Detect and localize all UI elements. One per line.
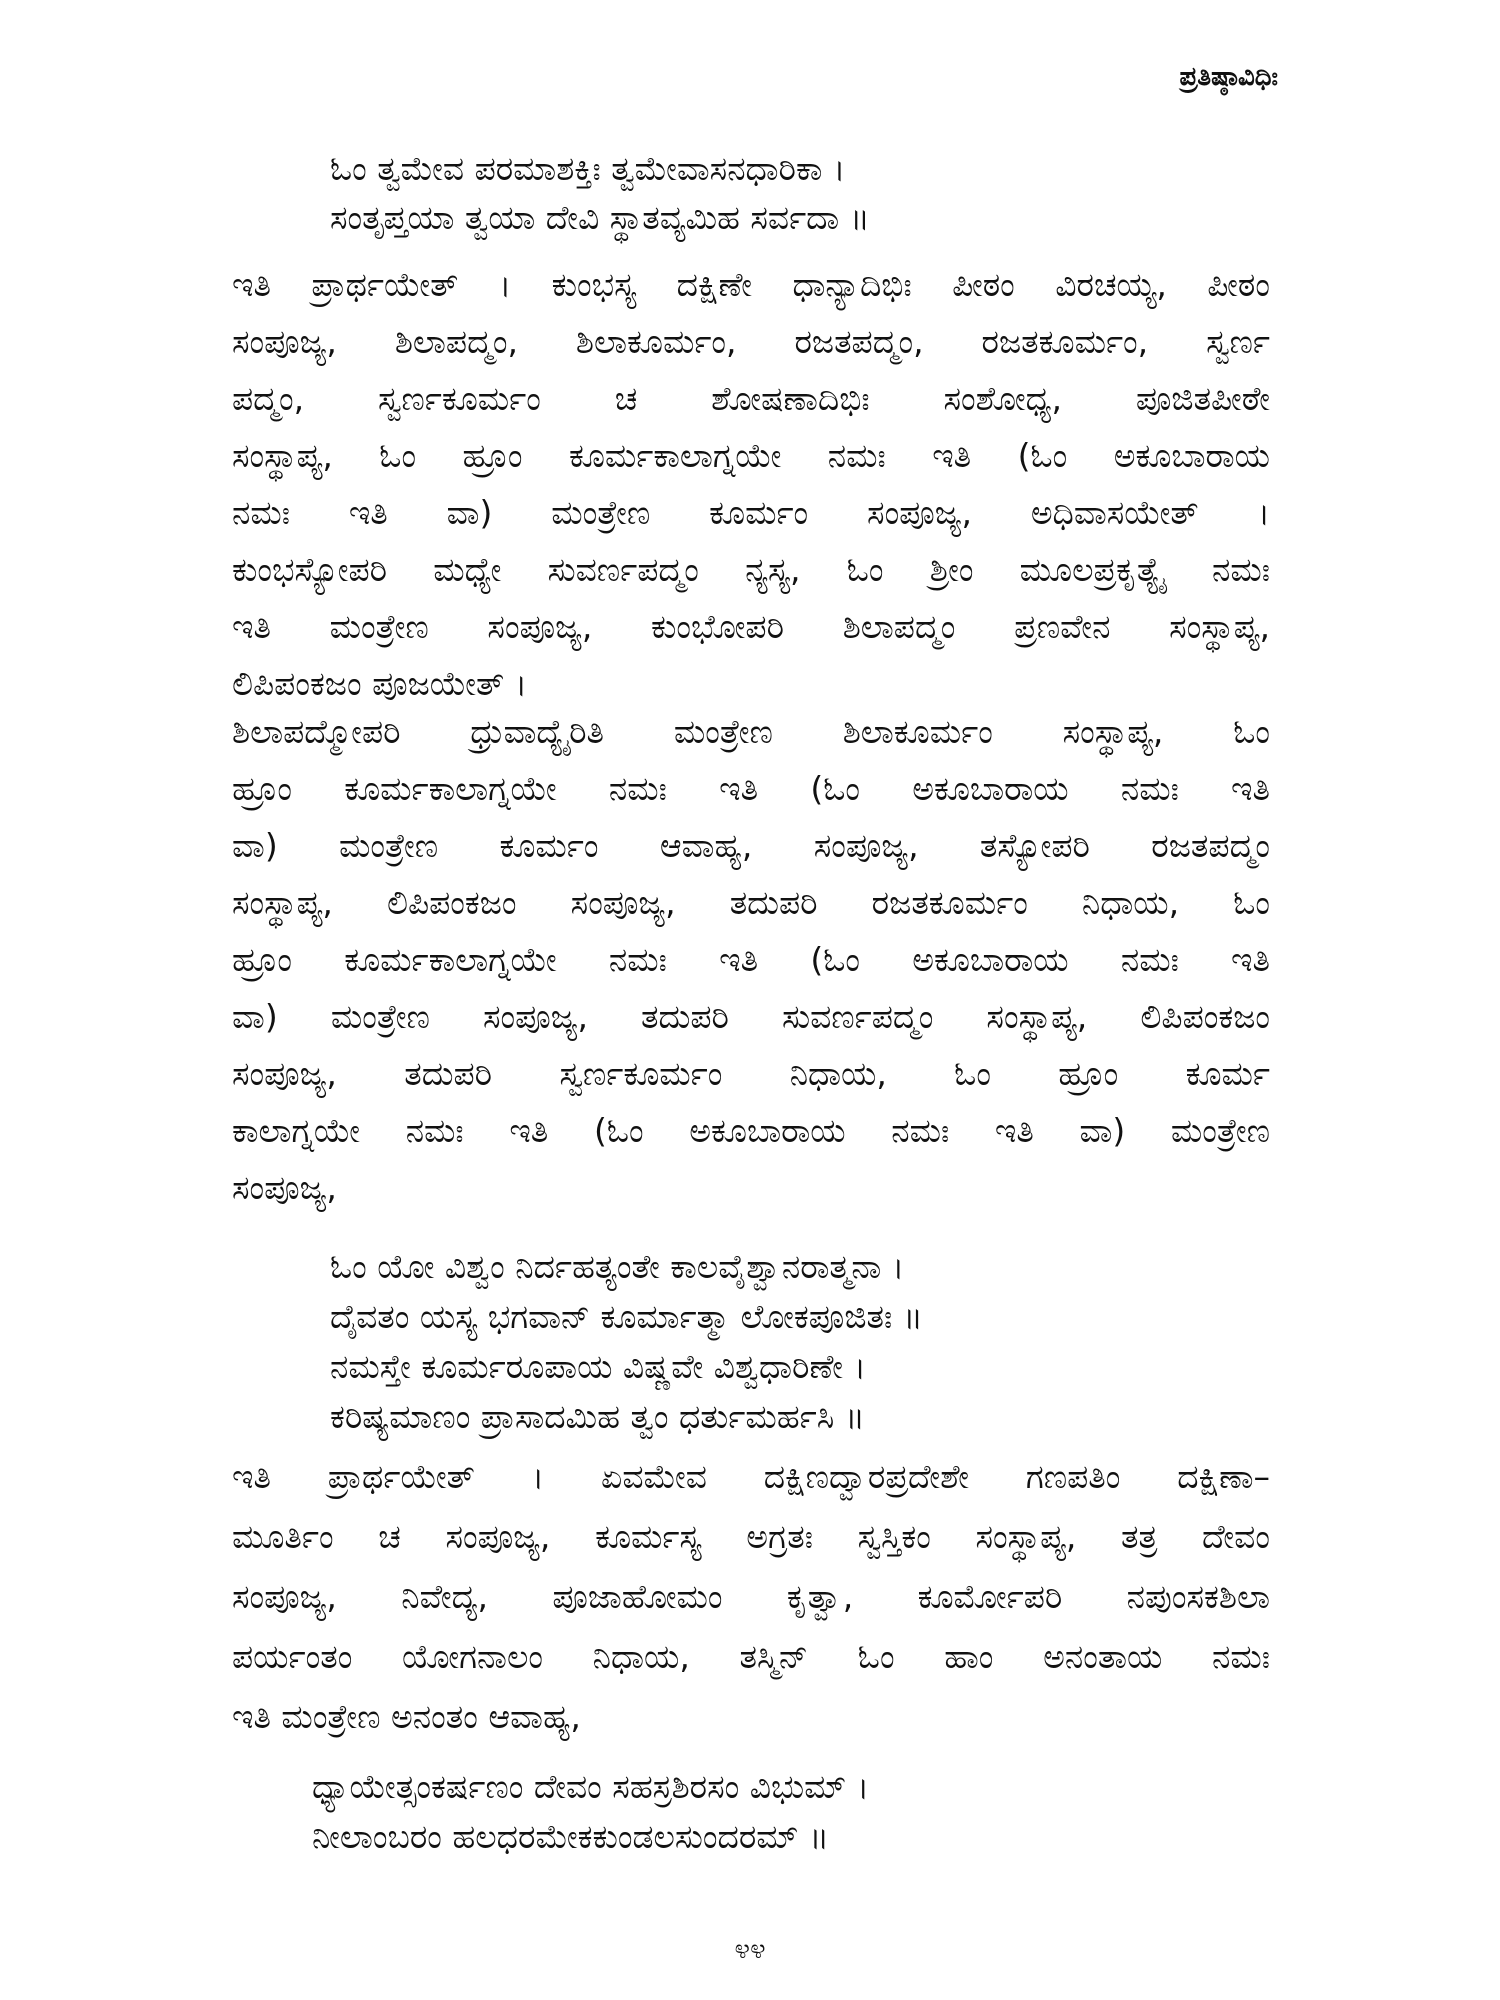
- paragraph-2-line-4: ಸಂಸ್ಥಾಪ್ಯ, ಲಿಪಿಪಂಕಜಂ ಸಂಪೂಜ್ಯ, ತದುಪರಿ ರಜತಕೂರ್ಮಂ ನಿಧಾಯ, ಓಂ: [232, 883, 1270, 922]
- paragraph-2-line-8: ಕಾಲಾಗ್ನಯೇ ನಮಃ ಇತಿ (ಓಂ ಅಕೂಬಾರಾಯ ನಮಃ ಇತಿ ವಾ) ಮಂತ್ರೇಣ: [232, 1111, 1270, 1150]
- paragraph-3-line-5: ಇತಿ ಮಂತ್ರೇಣ ಅನಂತಂ ಆವಾಹ್ಯ,: [232, 1697, 581, 1736]
- paragraph-2-line-2: ಹ್ರೂಂ ಕೂರ್ಮಕಾಲಾಗ್ನಯೇ ನಮಃ ಇತಿ (ಓಂ ಅಕೂಬಾರಾಯ ನಮಃ ಇತಿ: [232, 769, 1270, 808]
- verse-3-line-1: ಧ್ಯಾಯೇತ್ಸಂಕರ್ಷಣಂ ದೇವಂ ಸಹಸ್ರಶಿರಸಂ ವಿಭುಮ್ ।: [312, 1767, 870, 1806]
- paragraph-1-line-5: ನಮಃ ಇತಿ ವಾ) ಮಂತ್ರೇಣ ಕೂರ್ಮಂ ಸಂಪೂಜ್ಯ, ಅಧಿವಾಸಯೇತ್ ।: [232, 493, 1270, 532]
- paragraph-1-line-4: ಸಂಸ್ಥಾಪ್ಯ, ಓಂ ಹ್ರೂಂ ಕೂರ್ಮಕಾಲಾಗ್ನಯೇ ನಮಃ ಇತಿ (ಓಂ ಅಕೂಬಾರಾಯ: [232, 436, 1270, 475]
- paragraph-1-line-2: ಸಂಪೂಜ್ಯ, ಶಿಲಾಪದ್ಮಂ, ಶಿಲಾಕೂರ್ಮಂ, ರಜತಪದ್ಮಂ, ರಜತಕೂರ್ಮಂ, ಸ್ವರ್ಣ: [232, 322, 1270, 361]
- paragraph-1-line-8: ಲಿಪಿಪಂಕಜಂ ಪೂಜಯೇತ್ ।: [232, 664, 528, 703]
- paragraph-3-line-3: ಸಂಪೂಜ್ಯ, ನಿವೇದ್ಯ, ಪೂಜಾಹೋಮಂ ಕೃತ್ವಾ, ಕೂರ್ಮೋಪರಿ ನಪುಂಸಕಶಿಲಾ: [232, 1577, 1270, 1616]
- verse-2-line-4: ಕರಿಷ್ಯಮಾಣಂ ಪ್ರಾಸಾದಮಿಹ ತ್ವಂ ಧರ್ತುಮರ್ಹಸಿ ॥: [330, 1397, 865, 1436]
- page-number: ೪೪: [734, 1932, 766, 1965]
- verse-2-line-2: ದೈವತಂ ಯಸ್ಯ ಭಗವಾನ್ ಕೂರ್ಮಾತ್ಮಾ ಲೋಕಪೂಜಿತಃ ॥: [330, 1297, 923, 1336]
- paragraph-2-line-6: ವಾ) ಮಂತ್ರೇಣ ಸಂಪೂಜ್ಯ, ತದುಪರಿ ಸುವರ್ಣಪದ್ಮಂ ಸಂಸ್ಥಾಪ್ಯ, ಲಿಪಿಪಂಕಜಂ: [232, 997, 1270, 1036]
- paragraph-2-line-1: ಶಿಲಾಪದ್ಮೋಪರಿ ಧ್ರುವಾದ್ಯೈರಿತಿ ಮಂತ್ರೇಣ ಶಿಲಾಕೂರ್ಮಂ ಸಂಸ್ಥಾಪ್ಯ, ಓಂ: [232, 712, 1270, 751]
- verse-2-line-1: ಓಂ ಯೋ ವಿಶ್ವಂ ನಿರ್ದಹತ್ಯಂತೇ ಕಾಲವೈಶ್ವಾನರಾತ್ಮನಾ ।: [330, 1247, 905, 1286]
- running-title: ಪ್ರತಿಷ್ಠಾವಿಧಿಃ: [1179, 62, 1278, 92]
- paragraph-2-line-9: ಸಂಪೂಜ್ಯ,: [232, 1168, 337, 1207]
- verse-1-line-2: ಸಂತೃಪ್ತಯಾ ತ್ವಯಾ ದೇವಿ ಸ್ಥಾತವ್ಯಮಿಹ ಸರ್ವದಾ ॥: [330, 198, 870, 237]
- paragraph-1-line-6: ಕುಂಭಸ್ಯೋಪರಿ ಮಧ್ಯೇ ಸುವರ್ಣಪದ್ಮಂ ನ್ಯಸ್ಯ, ಓಂ ಶ್ರೀಂ ಮೂಲಪ್ರಕೃತ್ಯೈ ನಮಃ: [232, 550, 1270, 589]
- paragraph-1-line-1: ಇತಿ ಪ್ರಾರ್ಥಯೇತ್ । ಕುಂಭಸ್ಯ ದಕ್ಷಿಣೇ ಧಾನ್ಯಾದಿಭಿಃ ಪೀಠಂ ವಿರಚಯ್ಯ, ಪೀಠಂ: [232, 265, 1270, 304]
- verse-2-line-3: ನಮಸ್ತೇ ಕೂರ್ಮರೂಪಾಯ ವಿಷ್ಣವೇ ವಿಶ್ವಧಾರಿಣೇ ।: [330, 1347, 867, 1386]
- paragraph-1-line-3: ಪದ್ಮಂ, ಸ್ವರ್ಣಕೂರ್ಮಂ ಚ ಶೋಷಣಾದಿಭಿಃ ಸಂಶೋಧ್ಯ, ಪೂಜಿತಪೀಠೇ: [232, 379, 1270, 418]
- paragraph-1-line-7: ಇತಿ ಮಂತ್ರೇಣ ಸಂಪೂಜ್ಯ, ಕುಂಭೋಪರಿ ಶಿಲಾಪದ್ಮಂ ಪ್ರಣವೇನ ಸಂಸ್ಥಾಪ್ಯ,: [232, 607, 1270, 646]
- paragraph-2-line-5: ಹ್ರೂಂ ಕೂರ್ಮಕಾಲಾಗ್ನಯೇ ನಮಃ ಇತಿ (ಓಂ ಅಕೂಬಾರಾಯ ನಮಃ ಇತಿ: [232, 940, 1270, 979]
- paragraph-3-line-4: ಪರ್ಯಂತಂ ಯೋಗನಾಲಂ ನಿಧಾಯ, ತಸ್ಮಿನ್ ಓಂ ಹಾಂ ಅನಂತಾಯ ನಮಃ: [232, 1637, 1270, 1676]
- paragraph-3-line-1: ಇತಿ ಪ್ರಾರ್ಥಯೇತ್ । ಏವಮೇವ ದಕ್ಷಿಣದ್ವಾರಪ್ರದೇಶೇ ಗಣಪತಿಂ ದಕ್ಷಿಣಾ–: [232, 1457, 1270, 1496]
- paragraph-2-line-7: ಸಂಪೂಜ್ಯ, ತದುಪರಿ ಸ್ವರ್ಣಕೂರ್ಮಂ ನಿಧಾಯ, ಓಂ ಹ್ರೂಂ ಕೂರ್ಮ: [232, 1054, 1270, 1093]
- verse-1-line-1: ಓಂ ತ್ವಮೇವ ಪರಮಾಶಕ್ತಿಃ ತ್ವಮೇವಾಸನಧಾರಿಕಾ ।: [330, 149, 846, 188]
- verse-3-line-2: ನೀಲಾಂಬರಂ ಹಲಧರಮೇಕಕುಂಡಲಸುಂದರಮ್ ॥: [312, 1817, 829, 1856]
- paragraph-3-line-2: ಮೂರ್ತಿಂ ಚ ಸಂಪೂಜ್ಯ, ಕೂರ್ಮಸ್ಯ ಅಗ್ರತಃ ಸ್ವಸ್ತಿಕಂ ಸಂಸ್ಥಾಪ್ಯ, ತತ್ರ ದೇವಂ: [232, 1517, 1270, 1556]
- paragraph-2-line-3: ವಾ) ಮಂತ್ರೇಣ ಕೂರ್ಮಂ ಆವಾಹ್ಯ, ಸಂಪೂಜ್ಯ, ತಸ್ಯೋಪರಿ ರಜತಪದ್ಮಂ: [232, 826, 1270, 865]
